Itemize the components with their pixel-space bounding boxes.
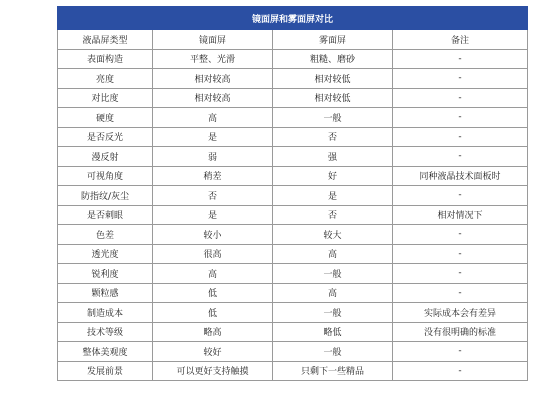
cell-matte: 是 <box>273 186 393 206</box>
cell-glossy: 低 <box>153 283 273 303</box>
cell-glossy: 高 <box>153 108 273 128</box>
table-row <box>58 342 528 362</box>
table-header-row <box>58 30 528 50</box>
header-cell-glossy: 镜面屏 <box>153 30 273 50</box>
table-row <box>58 303 528 323</box>
cell-glossy: 稍差 <box>153 166 273 186</box>
cell-matte: 高 <box>273 283 393 303</box>
cell-matte: 好 <box>273 166 393 186</box>
cell-notes: 实际成本会有差异 <box>393 303 528 323</box>
cell-notes: - <box>393 127 528 147</box>
cell-matte: 强 <box>273 147 393 167</box>
cell-glossy: 较小 <box>153 225 273 245</box>
table-row <box>58 205 528 225</box>
table-row <box>58 166 528 186</box>
cell-glossy: 是 <box>153 205 273 225</box>
cell-property: 是否反光 <box>58 127 153 147</box>
table-row <box>58 264 528 284</box>
table-row <box>58 322 528 342</box>
cell-glossy: 相对较高 <box>153 69 273 89</box>
cell-notes: - <box>393 283 528 303</box>
cell-property: 可视角度 <box>58 166 153 186</box>
cell-property: 制造成本 <box>58 303 153 323</box>
cell-notes: - <box>393 342 528 362</box>
cell-matte: 高 <box>273 244 393 264</box>
comparison-table-container <box>57 6 527 381</box>
cell-glossy: 平整、光滑 <box>153 49 273 69</box>
cell-property: 颗粒感 <box>58 283 153 303</box>
cell-property: 技术等级 <box>58 322 153 342</box>
table-row <box>58 127 528 147</box>
table-row <box>58 361 528 381</box>
cell-matte: 相对较低 <box>273 88 393 108</box>
cell-glossy: 低 <box>153 303 273 323</box>
table-row <box>58 108 528 128</box>
table-row <box>58 225 528 245</box>
table-body <box>58 30 528 381</box>
table-row <box>58 186 528 206</box>
comparison-table <box>57 6 528 381</box>
cell-glossy: 相对较高 <box>153 88 273 108</box>
cell-matte: 否 <box>273 205 393 225</box>
cell-matte: 粗糙、磨砂 <box>273 49 393 69</box>
table-title: 镜面屏和雾面屏对比 <box>58 7 528 30</box>
cell-notes: - <box>393 225 528 245</box>
cell-glossy: 是 <box>153 127 273 147</box>
cell-notes: - <box>393 264 528 284</box>
cell-property: 锐利度 <box>58 264 153 284</box>
cell-glossy: 较好 <box>153 342 273 362</box>
cell-matte: 较大 <box>273 225 393 245</box>
cell-notes: - <box>393 88 528 108</box>
cell-property: 透光度 <box>58 244 153 264</box>
cell-glossy: 否 <box>153 186 273 206</box>
cell-matte: 否 <box>273 127 393 147</box>
table-row <box>58 283 528 303</box>
cell-notes: - <box>393 49 528 69</box>
cell-matte: 只剩下一些精品 <box>273 361 393 381</box>
cell-notes: - <box>393 108 528 128</box>
cell-glossy: 弱 <box>153 147 273 167</box>
cell-matte: 一般 <box>273 303 393 323</box>
cell-property: 硬度 <box>58 108 153 128</box>
cell-matte: 一般 <box>273 108 393 128</box>
cell-matte: 一般 <box>273 342 393 362</box>
cell-notes: - <box>393 244 528 264</box>
table-row <box>58 88 528 108</box>
header-cell-type: 液晶屏类型 <box>58 30 153 50</box>
cell-property: 色差 <box>58 225 153 245</box>
cell-matte: 一般 <box>273 264 393 284</box>
table-row <box>58 147 528 167</box>
cell-glossy: 高 <box>153 264 273 284</box>
cell-notes: - <box>393 147 528 167</box>
table-row <box>58 49 528 69</box>
cell-notes: 同种液晶技术面板时 <box>393 166 528 186</box>
cell-glossy: 很高 <box>153 244 273 264</box>
cell-glossy: 略高 <box>153 322 273 342</box>
cell-notes: 相对情况下 <box>393 205 528 225</box>
cell-property: 亮度 <box>58 69 153 89</box>
cell-notes: - <box>393 186 528 206</box>
table-row <box>58 244 528 264</box>
cell-notes: - <box>393 69 528 89</box>
cell-property: 对比度 <box>58 88 153 108</box>
cell-property: 是否刺眼 <box>58 205 153 225</box>
cell-glossy: 可以更好支持触摸 <box>153 361 273 381</box>
header-cell-matte: 雾面屏 <box>273 30 393 50</box>
cell-notes: - <box>393 361 528 381</box>
cell-notes: 没有很明确的标准 <box>393 322 528 342</box>
header-cell-notes: 备注 <box>393 30 528 50</box>
cell-property: 表面构造 <box>58 49 153 69</box>
cell-property: 发展前景 <box>58 361 153 381</box>
cell-matte: 略低 <box>273 322 393 342</box>
cell-property: 整体美观度 <box>58 342 153 362</box>
cell-property: 防指纹/灰尘 <box>58 186 153 206</box>
cell-property: 漫反射 <box>58 147 153 167</box>
cell-matte: 相对较低 <box>273 69 393 89</box>
table-row <box>58 69 528 89</box>
